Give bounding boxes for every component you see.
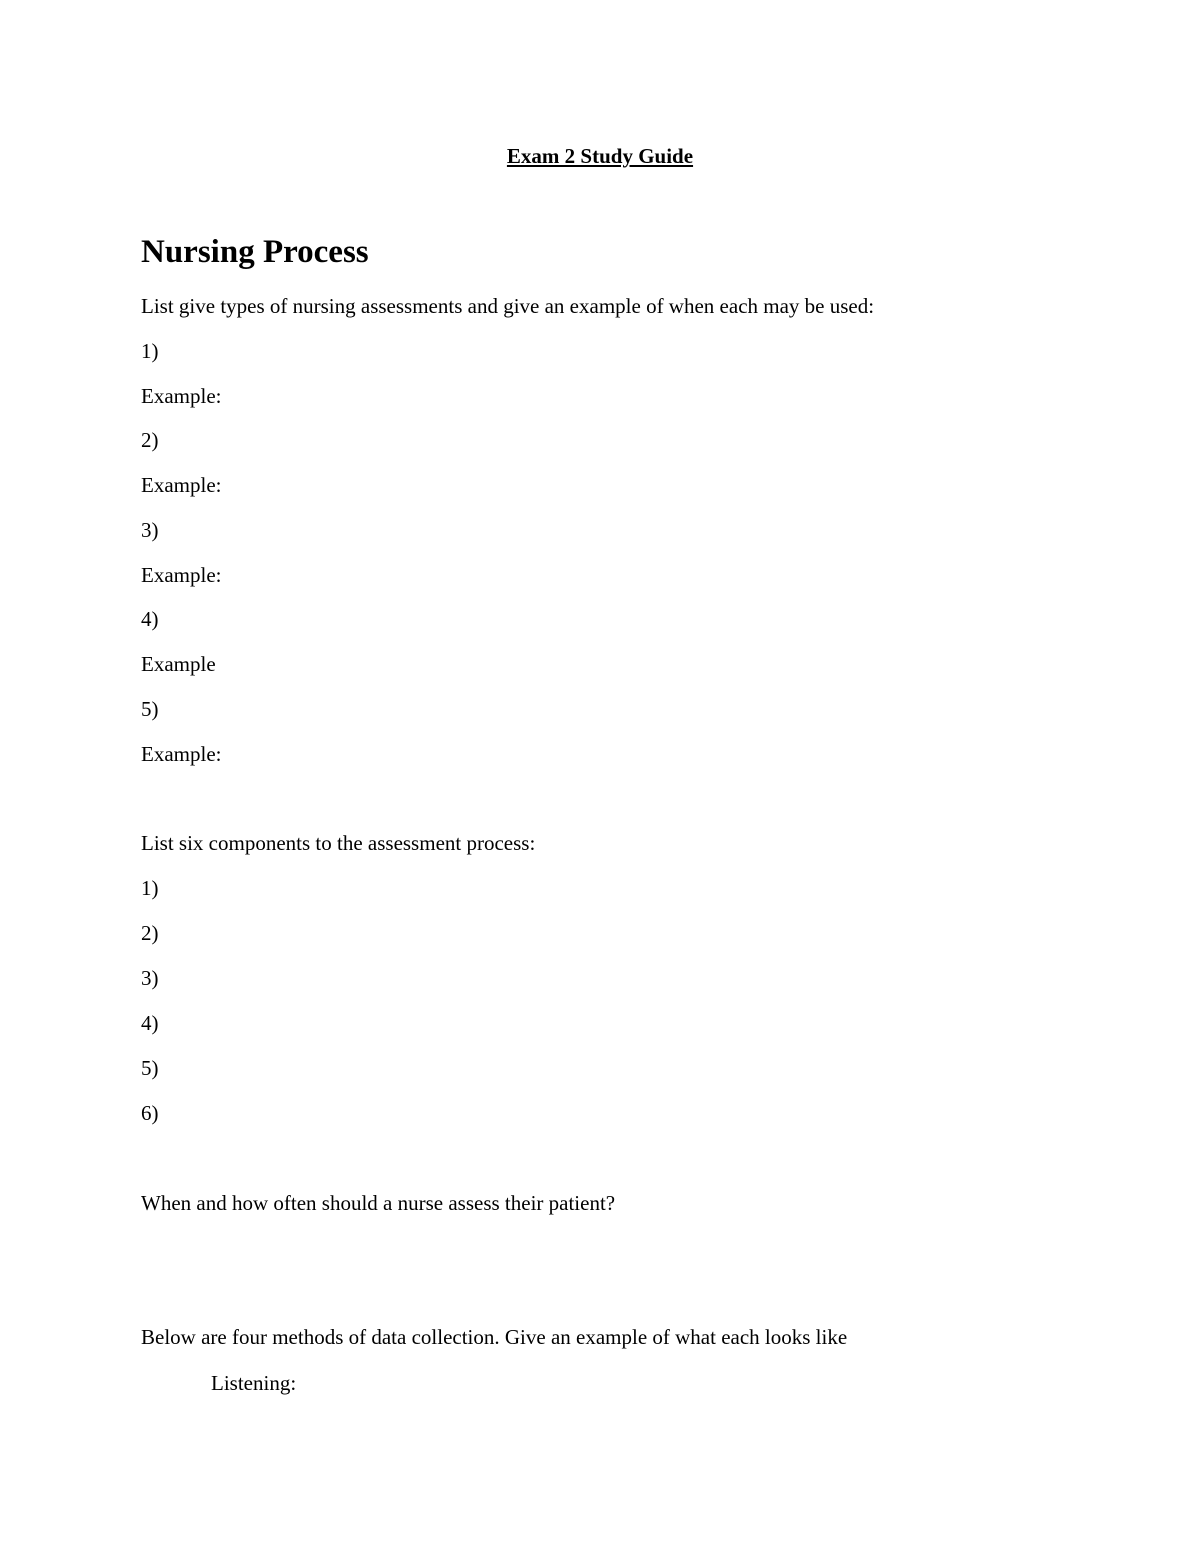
list-item-number: 2) <box>141 921 159 945</box>
list-item-number: 5) <box>141 1056 159 1080</box>
example-label: Example: <box>141 384 222 408</box>
list-item-number: 1) <box>141 876 159 900</box>
example-label: Example <box>141 652 216 676</box>
question-prompt: List give types of nursing assessments and give an example of when each may be used: <box>141 294 875 318</box>
example-label: Example: <box>141 563 222 587</box>
question-prompt: When and how often should a nurse assess their patient? <box>141 1191 616 1215</box>
list-item-number: 4) <box>141 607 159 631</box>
question-prompt: Below are four methods of data collection. Give an example of what each looks like <box>141 1325 848 1349</box>
question-prompt: List six components to the assessment process: <box>141 831 536 855</box>
list-item-number: 6) <box>141 1101 159 1125</box>
list-item-number: 1) <box>141 339 159 363</box>
example-label: Example: <box>141 742 222 766</box>
method-label: Listening: <box>211 1371 297 1395</box>
document-title: Exam 2 Study Guide <box>506 144 694 168</box>
list-item-number: 4) <box>141 1011 159 1035</box>
section-heading: Nursing Process <box>141 234 369 270</box>
example-label: Example: <box>141 473 222 497</box>
list-item-number: 5) <box>141 697 159 721</box>
list-item-number: 2) <box>141 428 159 452</box>
list-item-number: 3) <box>141 518 159 542</box>
list-item-number: 3) <box>141 966 159 990</box>
